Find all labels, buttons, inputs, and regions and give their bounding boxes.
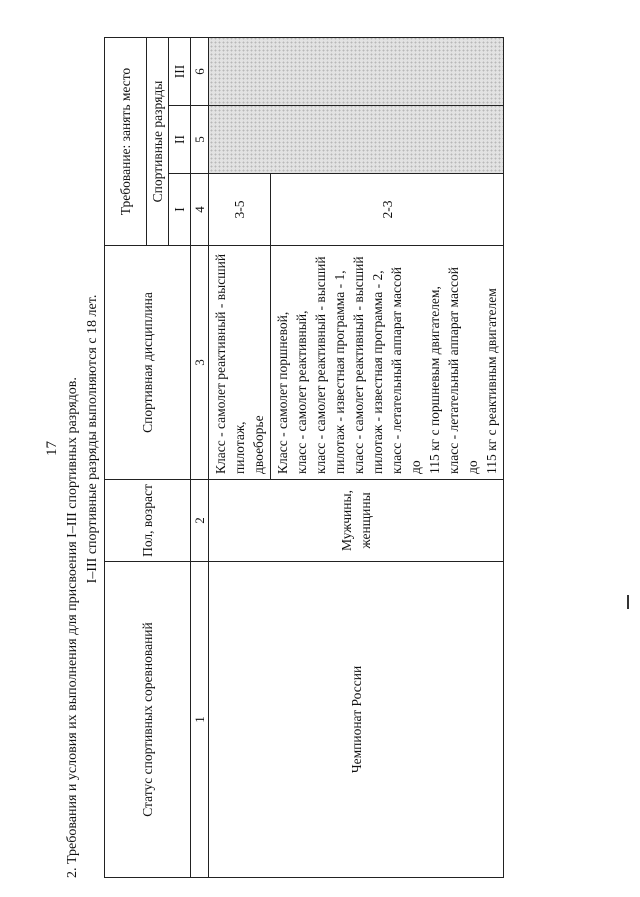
shaded-cell bbox=[209, 38, 504, 106]
discipline-line: пилотаж - известная программа - 1, bbox=[332, 270, 347, 474]
place-cell: 3-5 bbox=[209, 174, 271, 246]
discipline-line: класс - самолет реактивный - высший bbox=[351, 256, 366, 474]
gender-cell: Мужчины, женщины bbox=[209, 480, 504, 562]
discipline-line: пилотаж - известная программа - 2, bbox=[370, 270, 385, 474]
column-number: 4 bbox=[191, 174, 209, 246]
column-number: 1 bbox=[191, 562, 209, 878]
section-subheading: I–III спортивные разряды выполняются с 18 лет. bbox=[85, 294, 100, 584]
discipline-line: класс - летательный аппарат массой до bbox=[389, 267, 423, 474]
column-number: 3 bbox=[191, 246, 209, 480]
margin-mark bbox=[627, 595, 629, 609]
discipline-line: 115 кг с поршневым двигателем, bbox=[427, 286, 442, 474]
shaded-cell bbox=[209, 106, 504, 174]
discipline-line: Класс - самолет реактивный - высший bbox=[213, 253, 228, 474]
header-rank-1: I bbox=[169, 174, 191, 246]
column-number-row bbox=[191, 38, 209, 878]
header-rank-2: II bbox=[169, 106, 191, 174]
discipline-line: пилотаж, bbox=[232, 421, 247, 474]
status-cell: Чемпионат России bbox=[209, 562, 504, 878]
header-row-1 bbox=[105, 38, 147, 878]
discipline-line: класс - летательный аппарат массой до bbox=[446, 267, 480, 474]
column-number: 5 bbox=[191, 106, 209, 174]
place-cell: 2-3 bbox=[271, 174, 504, 246]
header-discipline: Спортивная дисциплина bbox=[105, 246, 191, 480]
header-status: Статус спортивных соревнований bbox=[105, 562, 191, 878]
discipline-cell bbox=[271, 246, 504, 480]
table-row bbox=[209, 38, 271, 878]
header-gender: Пол, возраст bbox=[105, 480, 191, 562]
column-number: 6 bbox=[191, 38, 209, 106]
discipline-line: двоеборье bbox=[251, 415, 266, 474]
header-rank-3: III bbox=[169, 38, 191, 106]
discipline-line: Класс - самолет поршневой, bbox=[275, 311, 290, 474]
header-ranks: Спортивные разряды bbox=[147, 38, 169, 246]
page-number: 17 bbox=[44, 441, 60, 456]
section-heading: 2. Требования и условия их выполнения для присвоения I–III спортивных разрядов. bbox=[65, 377, 80, 878]
discipline-line: 115 кг с реактивным двигателем bbox=[484, 288, 499, 474]
header-requirement: Требование: занять место bbox=[105, 38, 147, 246]
discipline-cell bbox=[209, 246, 271, 480]
requirements-table bbox=[104, 37, 504, 878]
column-number: 2 bbox=[191, 480, 209, 562]
discipline-line: класс - самолет реактивный - высший bbox=[313, 256, 328, 474]
discipline-line: класс - самолет реактивный, bbox=[294, 310, 309, 474]
